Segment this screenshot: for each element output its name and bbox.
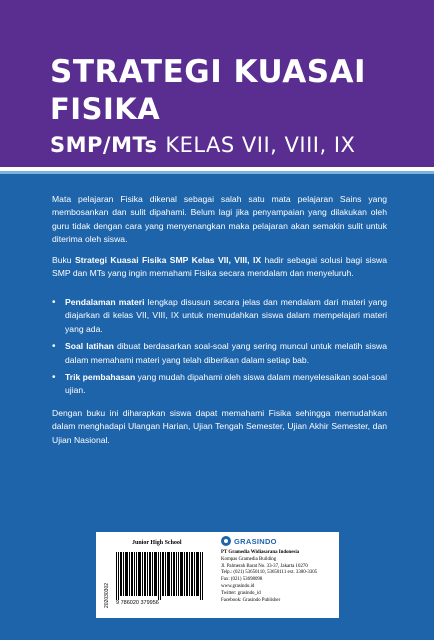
feature-title-1: Pendalaman materi [65,297,145,307]
publisher-logo-text: GRASINDO [234,536,277,546]
title-line-3 [50,133,355,157]
book-description-paragraph [52,254,387,281]
isbn-vertical-code: 202030302 [104,582,110,608]
header-band [0,0,434,167]
list-item [52,371,387,398]
intro-paragraph: Mata pelajaran Fisika dikenal sebagai salah satu mata pelajaran Sains yang membosankan dan sulit dipahami. Belum lagi jika penyampaian yang dilakukan oleh guru tidak dengan cara yang menyenangkan maka pelajaran akan semakin sulit untuk diterima oleh siswa. [52,194,387,245]
publisher-facebook: Facebook: Grasindo Publisher [221,597,281,603]
title-kelas: KELAS VII, VIII, IX [165,133,356,157]
publisher-website: www.grasindo.id [221,583,255,589]
barcode-icon [116,552,204,600]
book-description-prefix: Buku [52,255,75,265]
publisher-info [221,550,337,604]
publisher-building: Kompas Gramedia Building [221,556,277,562]
barcode-panel [96,532,339,618]
publisher-fax: Fax: (021) 53698098 [221,577,263,583]
divider-light-blue [0,171,434,174]
publisher-phone: Telp.: (021) 53650110, 53650111 ext. 3300-3305 [221,570,318,576]
book-description-suffix: hadir sebagai solusi bagi siswa SMP dan MTs yang ingin memahami Fisika secara mendalam dan menyeluruh. [52,255,387,279]
book-title-inline: Strategi Kuasai Fisika SMP Kelas VII, VIII, IX [75,255,262,265]
closing-paragraph: Dengan buku ini diharapkan siswa dapat memahami Fisika sehingga memudahkan dalam menghadapi Ulangan Harian, Ujian Tengah Semester, Ujian Akhir Semester, dan Ujian Nasional. [52,408,387,445]
barcode-area [100,540,210,610]
feature-text-2: dibuat berdasarkan soal-soal yang sering muncul untuk melatih siswa dalam memahami materi yang telah diberikan dalam setiap bab. [65,341,387,365]
feature-title-2: Soal latihan [65,341,114,352]
publisher-address: Jl. Palmerah Barat No. 33-37, Jakarta 10270 [221,563,308,569]
feature-title-3: Trik pembahasan [65,372,136,383]
list-item [52,296,387,336]
level-label: Junior High School [132,540,182,546]
grasindo-logo-icon [221,536,231,546]
list-item [52,340,387,367]
feature-list [52,296,387,402]
feature-text-1: lengkap disusun secara jelas dan mendalam dari materi yang diajarkan di kelas VII, VIII, IX untuk memudahkan siswa dalam mempelajari materi yang ada. [65,297,387,334]
title-smp-mts: SMP/MTs [50,133,158,157]
title-line-1: STRATEGI KUASAI [50,54,367,90]
title-line-2: FISIKA [50,92,161,126]
publisher-twitter: Twitter: grasindo_id [221,590,261,596]
publisher-logo [221,536,277,546]
publisher-name: PT Gramedia Widiasarana Indonesia [221,550,300,555]
barcode-number: 9 786020 379956 [116,600,159,606]
feature-text-3: yang mudah dipahami oleh siswa dalam menyelesaikan soal-soal ujian. [65,372,387,396]
